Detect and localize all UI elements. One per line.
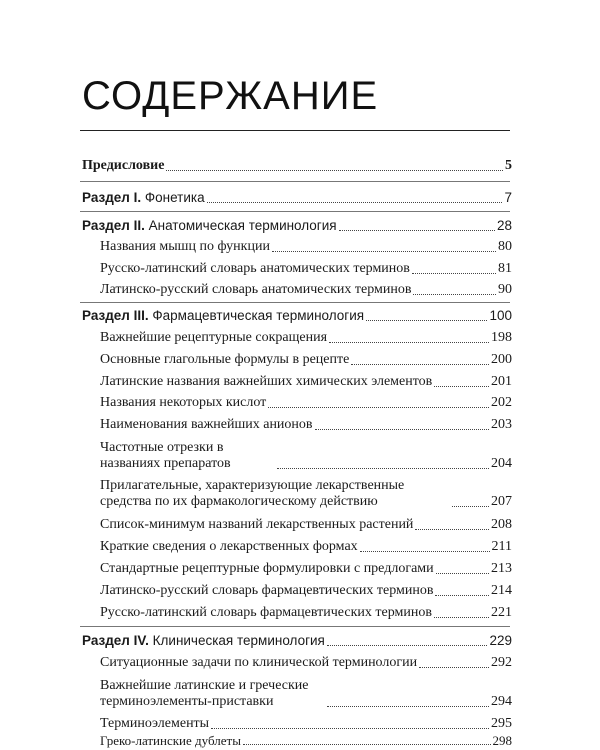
page-number: 204	[491, 456, 512, 471]
entry-label: Важнейшие рецептурные сокращения	[100, 330, 328, 345]
entry-label: Русско-латинский словарь анатомических терминов	[100, 261, 410, 276]
entry-label: Названия некоторых кислот	[100, 395, 267, 410]
entry-label: Ситуационные задачи по клинической терминологии	[100, 655, 418, 670]
section-title: Фармацевтическая терминология	[152, 308, 365, 323]
dot-leader	[434, 617, 489, 618]
section-title: Анатомическая терминология	[148, 218, 337, 233]
dot-leader	[436, 573, 489, 574]
page-number: 28	[496, 218, 512, 233]
dot-leader	[277, 468, 489, 469]
page-number: 229	[489, 633, 512, 648]
page-number: 214	[491, 583, 512, 598]
entry-label: Латинско-русский словарь анатомических терминов	[100, 282, 412, 297]
dot-leader	[412, 273, 496, 274]
dot-leader	[166, 170, 503, 171]
entry-label: Латинско-русский словарь фармацевтических терминов	[100, 583, 434, 598]
dot-leader	[329, 342, 489, 343]
toc-entry[interactable]	[100, 655, 512, 671]
dot-leader	[434, 386, 489, 387]
toc-entry[interactable]	[100, 716, 512, 732]
toc-section-3[interactable]	[82, 308, 512, 324]
page-number: 198	[491, 330, 512, 345]
page-number: 203	[491, 417, 512, 432]
toc-entry[interactable]	[100, 517, 512, 533]
dot-leader	[366, 320, 487, 321]
entry-label: Список-минимум названий лекарственных растений	[100, 517, 414, 532]
divider	[80, 181, 510, 182]
page-number: 294	[491, 694, 512, 709]
entry-label: Терминоэлементы	[100, 716, 210, 731]
page-number: 292	[491, 655, 512, 670]
page-number: 202	[491, 395, 512, 410]
page-number: 90	[498, 282, 512, 297]
dot-leader	[315, 429, 489, 430]
page-number: 100	[489, 308, 512, 323]
toc-entry[interactable]	[100, 395, 512, 411]
section-number: Раздел I.	[82, 190, 142, 205]
toc-section-2[interactable]	[82, 218, 512, 234]
entry-label: Русско-латинский словарь фармацевтических терминов	[100, 605, 432, 620]
toc-entry-preface[interactable]	[82, 158, 512, 174]
dot-leader	[419, 667, 489, 668]
page-number: 80	[498, 239, 512, 254]
toc-entry[interactable]	[100, 678, 512, 710]
section-number: Раздел II.	[82, 218, 145, 233]
toc-section-1[interactable]	[82, 190, 512, 206]
page-number: 7	[504, 190, 512, 205]
section-title: Фонетика	[144, 190, 205, 205]
page-number: 81	[498, 261, 512, 276]
page-number: 213	[491, 561, 512, 576]
toc-entry[interactable]	[100, 733, 512, 748]
dot-leader	[351, 364, 489, 365]
dot-leader	[272, 251, 496, 252]
dot-leader	[327, 645, 488, 646]
page-number: 200	[491, 352, 512, 367]
dot-leader	[415, 529, 489, 530]
dot-leader	[339, 230, 495, 231]
toc-entry[interactable]	[100, 478, 512, 510]
page-number: 298	[492, 733, 512, 748]
toc-entry[interactable]	[100, 605, 512, 621]
toc-entry[interactable]	[100, 261, 512, 277]
toc-entry[interactable]	[100, 239, 512, 255]
page-number: 207	[491, 494, 512, 509]
page-number: 5	[505, 158, 512, 173]
toc-entry[interactable]	[100, 561, 512, 577]
entry-label: Важнейшие латинские и греческие терминоэлементы-приставки	[100, 678, 309, 709]
dot-leader	[268, 407, 489, 408]
toc-entry[interactable]	[100, 374, 512, 390]
section-title: Клиническая терминология	[152, 633, 325, 648]
divider	[80, 302, 510, 303]
page-number: 211	[491, 539, 512, 554]
entry-label: Стандартные рецептурные формулировки с предлогами	[100, 561, 434, 576]
section-number: Раздел III.	[82, 308, 149, 323]
toc-entry[interactable]	[100, 330, 512, 346]
dot-leader	[413, 294, 496, 295]
entry-label: Краткие сведения о лекарственных формах	[100, 539, 358, 554]
toc-entry[interactable]	[100, 417, 512, 433]
toc-section-4[interactable]	[82, 633, 512, 649]
entry-label: Прилагательные, характеризующие лекарственные средства по их фармакологическому действию	[100, 478, 405, 509]
dot-leader	[327, 706, 489, 707]
toc-entry[interactable]	[100, 440, 512, 472]
entry-label: Основные глагольные формулы в рецепте	[100, 352, 350, 367]
entry-label: Греко-латинские дублеты	[100, 733, 241, 748]
page-number: 295	[491, 716, 512, 731]
page-number: 221	[491, 605, 512, 620]
toc-entry[interactable]	[100, 583, 512, 599]
dot-leader	[435, 595, 489, 596]
toc-entry[interactable]	[100, 352, 512, 368]
section-number: Раздел IV.	[82, 633, 149, 648]
dot-leader	[452, 506, 489, 507]
entry-label: Предисловие	[82, 158, 165, 173]
entry-label: Названия мышц по функции	[100, 239, 270, 254]
page-number: 201	[491, 374, 512, 389]
entry-label: Латинские названия важнейших химических элементов	[100, 374, 433, 389]
dot-leader	[360, 551, 490, 552]
dot-leader	[243, 744, 491, 745]
divider	[80, 626, 510, 627]
toc-entry[interactable]	[100, 282, 512, 298]
entry-label: Наименования важнейших анионов	[100, 417, 313, 432]
entry-label: Частотные отрезки в названиях препаратов	[100, 440, 231, 471]
page-title: СОДЕРЖАНИЕ	[82, 74, 379, 118]
toc-entry[interactable]	[100, 539, 512, 555]
page-number: 208	[491, 517, 512, 532]
dot-leader	[207, 202, 503, 203]
divider	[80, 211, 510, 212]
dot-leader	[211, 728, 489, 729]
